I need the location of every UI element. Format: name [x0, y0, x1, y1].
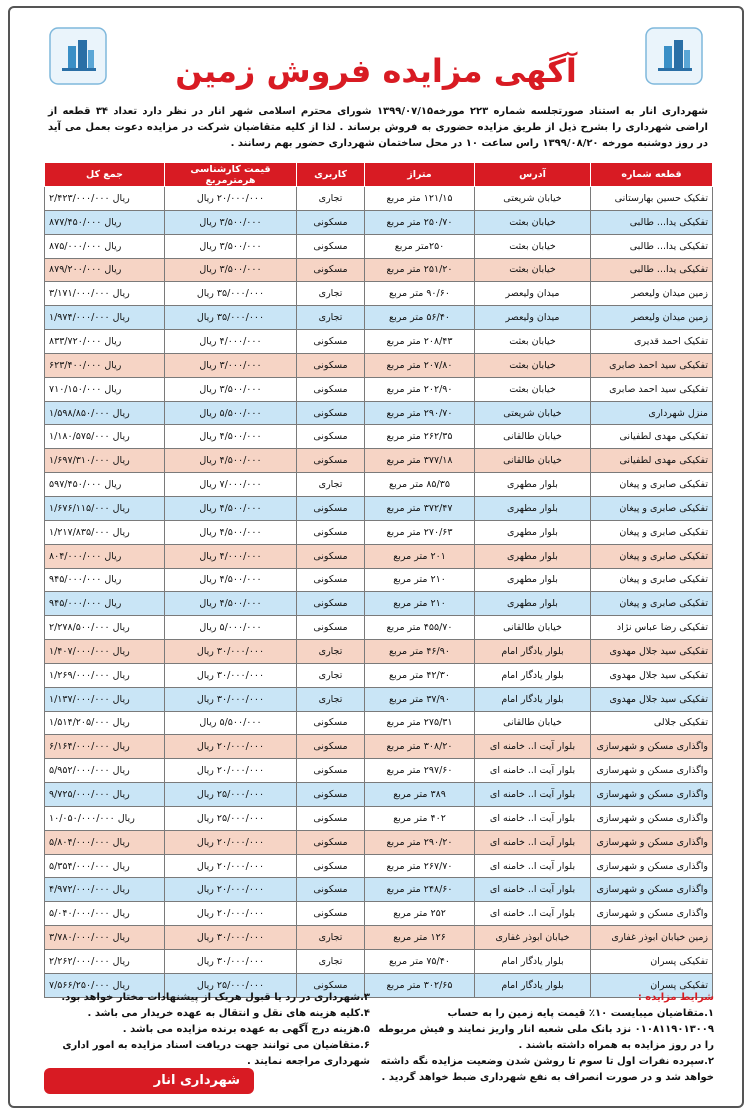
parcel-name-cell: واگذاری مسکن و شهرسازی: [591, 854, 713, 878]
term-item: ۳.شهرداری در رد یا قبول هریک از پیشنهادات مختار خواهد بود.: [61, 992, 370, 1003]
address-cell: خیابان بعثت: [475, 353, 591, 377]
price-per-meter-cell: ۴/۵۰۰/۰۰۰ ریال: [165, 520, 297, 544]
parcel-name-cell: واگذاری مسکن و شهرسازی: [591, 783, 713, 807]
address-cell: خیابان بعثت: [475, 210, 591, 234]
address-cell: بلوار یادگار امام: [475, 640, 591, 664]
area-cell: ۲۵۲ متر مربع: [365, 902, 475, 926]
address-cell: خیابان بعثت: [475, 234, 591, 258]
usage-cell: مسکونی: [297, 878, 365, 902]
parcels-table: [44, 162, 713, 998]
area-cell: ۴۲/۳۰ متر مربع: [365, 663, 475, 687]
area-cell: ۴۰۲ متر مربع: [365, 806, 475, 830]
price-per-meter-cell: ۴/۰۰۰/۰۰۰ ریال: [165, 330, 297, 354]
area-cell: ۳۷۲/۴۷ متر مربع: [365, 496, 475, 520]
total-price-cell: ۵/۸۰۴/۰۰۰/۰۰۰ ریال: [45, 830, 165, 854]
table-row: [45, 902, 713, 926]
table-row: [45, 473, 713, 497]
usage-cell: مسکونی: [297, 973, 365, 997]
usage-cell: مسکونی: [297, 377, 365, 401]
area-cell: ۸۵/۳۵ متر مربع: [365, 473, 475, 497]
usage-cell: مسکونی: [297, 806, 365, 830]
parcel-name-cell: تفکیکی سید جلال مهدوی: [591, 640, 713, 664]
price-per-meter-cell: ۲۵/۰۰۰/۰۰۰ ریال: [165, 806, 297, 830]
price-per-meter-cell: ۲۵/۰۰۰/۰۰۰ ریال: [165, 783, 297, 807]
usage-cell: تجاری: [297, 306, 365, 330]
column-header: کاربری: [297, 163, 365, 187]
price-per-meter-cell: ۵/۵۰۰/۰۰۰ ریال: [165, 401, 297, 425]
table-row: [45, 353, 713, 377]
address-cell: بلوار آیت ا.. خامنه ای: [475, 783, 591, 807]
parcel-name-cell: واگذاری مسکن و شهرسازی: [591, 759, 713, 783]
parcel-name-cell: واگذاری مسکن و شهرسازی: [591, 830, 713, 854]
address-cell: بلوار آیت ا.. خامنه ای: [475, 806, 591, 830]
area-cell: ۲۴۸/۶۰ متر مربع: [365, 878, 475, 902]
table-row: [45, 640, 713, 664]
price-per-meter-cell: ۴/۵۰۰/۰۰۰ ریال: [165, 449, 297, 473]
usage-cell: مسکونی: [297, 830, 365, 854]
column-header: قطعه شماره: [591, 163, 713, 187]
table-row: [45, 258, 713, 282]
total-price-cell: ۱/۱۸۰/۵۷۵/۰۰۰ ریال: [45, 425, 165, 449]
usage-cell: تجاری: [297, 187, 365, 211]
area-cell: ۵۶/۴۰ متر مربع: [365, 306, 475, 330]
total-price-cell: ۵/۹۵۲/۰۰۰/۰۰۰ ریال: [45, 759, 165, 783]
price-per-meter-cell: ۲۰/۰۰۰/۰۰۰ ریال: [165, 735, 297, 759]
total-price-cell: ۱/۱۳۷/۰۰۰/۰۰۰ ریال: [45, 687, 165, 711]
usage-cell: مسکونی: [297, 568, 365, 592]
column-header: قیمت کارشناسی هرمترمربع: [165, 163, 297, 187]
area-cell: ۲۰۱ متر مربع: [365, 544, 475, 568]
total-price-cell: ۶/۱۶۴/۰۰۰/۰۰۰ ریال: [45, 735, 165, 759]
table-row: [45, 735, 713, 759]
address-cell: بلوار یادگار امام: [475, 687, 591, 711]
area-cell: ۳۷/۹۰ متر مربع: [365, 687, 475, 711]
total-price-cell: ۸۷۷/۴۵۰/۰۰۰ ریال: [45, 210, 165, 234]
column-header: آدرس: [475, 163, 591, 187]
area-cell: ۲۱۰ متر مربع: [365, 568, 475, 592]
usage-cell: تجاری: [297, 282, 365, 306]
usage-cell: مسکونی: [297, 401, 365, 425]
table-row: [45, 878, 713, 902]
area-cell: ۱۲۱/۱۵ متر مربع: [365, 187, 475, 211]
area-cell: ۲۹۰/۷۰ متر مربع: [365, 401, 475, 425]
table-row: [45, 926, 713, 950]
term-item: ۱.متقاضیان میبایست ۱۰٪ قیمت پایه زمین را به حساب ۰۱۰۸۱۱۹۰۱۳۰۰۹ نزد بانک ملی شعبه انار واریز نمایند و فیش مربوطه را در روز مزایده به همراه داشته باشند .: [378, 1008, 714, 1051]
total-price-cell: ۷/۵۶۶/۲۵۰/۰۰۰ ریال: [45, 973, 165, 997]
table-row: [45, 783, 713, 807]
total-price-cell: ۷۱۰/۱۵۰/۰۰۰ ریال: [45, 377, 165, 401]
address-cell: خیابان شریعتی: [475, 187, 591, 211]
usage-cell: مسکونی: [297, 234, 365, 258]
usage-cell: تجاری: [297, 640, 365, 664]
auction-notice: [8, 6, 744, 1108]
total-price-cell: ۸۰۴/۰۰۰/۰۰۰ ریال: [45, 544, 165, 568]
term-item: ۴.کلیه هزینه های نقل و انتقال به عهده خریدار می باشد .: [87, 1008, 370, 1019]
table-row: [45, 520, 713, 544]
table-row: [45, 616, 713, 640]
address-cell: بلوار مطهری: [475, 496, 591, 520]
area-cell: ۲۷۵/۳۱ متر مربع: [365, 711, 475, 735]
address-cell: بلوار یادگار امام: [475, 973, 591, 997]
total-price-cell: ۱/۶۷۶/۱۱۵/۰۰۰ ریال: [45, 496, 165, 520]
area-cell: ۳۷۷/۱۸ متر مربع: [365, 449, 475, 473]
terms-left-column: [44, 990, 370, 1070]
intro-paragraph: شهرداری انار به استناد صورتجلسه شماره ۲۲۳ مورخه۱۳۹۹/۰۷/۱۵ شورای محترم اسلامی شهر انار در نظر دارد تعداد ۳۴ قطعه از اراضی شهرداری را بشرح ذیل از طریق مزایده حضوری به فروش برساند . لذا از کلیه متقاضیان شرکت در مزایده دعوت بعمل می آید در روز دوشنبه مورخه ۱۳۹۹/۰۸/۲۰ راس ساعت ۱۰ در محل ساختمان شهرداری حضور بهم رسانند .: [48, 106, 708, 149]
parcel-name-cell: تفکیکی پسران: [591, 950, 713, 974]
parcel-name-cell: تفکیکی صابری و پیغان: [591, 568, 713, 592]
usage-cell: مسکونی: [297, 783, 365, 807]
terms-right-column: [374, 990, 714, 1086]
total-price-cell: ۹۴۵/۰۰۰/۰۰۰ ریال: [45, 592, 165, 616]
table-row: [45, 759, 713, 783]
table-row: [45, 711, 713, 735]
parcel-name-cell: تفکیکی سید جلال مهدوی: [591, 687, 713, 711]
usage-cell: مسکونی: [297, 854, 365, 878]
address-cell: بلوار مطهری: [475, 592, 591, 616]
address-cell: بلوار آیت ا.. خامنه ای: [475, 902, 591, 926]
total-price-cell: ۲/۲۷۸/۵۰۰/۰۰۰ ریال: [45, 616, 165, 640]
area-cell: ۲۶۷/۷۰ متر مربع: [365, 854, 475, 878]
total-price-cell: ۲/۴۲۳/۰۰۰/۰۰۰ ریال: [45, 187, 165, 211]
address-cell: خیابان طالقانی: [475, 449, 591, 473]
table-row: [45, 306, 713, 330]
parcel-name-cell: تفکیکی پسران: [591, 973, 713, 997]
address-cell: خیابان طالقانی: [475, 425, 591, 449]
usage-cell: مسکونی: [297, 353, 365, 377]
table-row: [45, 854, 713, 878]
total-price-cell: ۲/۲۶۲/۰۰۰/۰۰۰ ریال: [45, 950, 165, 974]
area-cell: ۳۰۲/۶۵ متر مربع: [365, 973, 475, 997]
table-row: [45, 950, 713, 974]
address-cell: بلوار مطهری: [475, 568, 591, 592]
term-item: ۲.سپرده نفرات اول تا سوم تا روشن شدن وضعیت مزایده نگه داشته خواهد شد و در صورت انصراف به نفع شهرداری ضبط خواهد گردید .: [380, 1056, 714, 1083]
total-price-cell: ۹/۷۲۵/۰۰۰/۰۰۰ ریال: [45, 783, 165, 807]
total-price-cell: ۸۷۹/۲۰۰/۰۰۰ ریال: [45, 258, 165, 282]
address-cell: میدان ولیعصر: [475, 306, 591, 330]
parcel-name-cell: تفکیکی صابری و پیغان: [591, 544, 713, 568]
address-cell: خیابان بعثت: [475, 258, 591, 282]
price-per-meter-cell: ۵/۰۰۰/۰۰۰ ریال: [165, 616, 297, 640]
price-per-meter-cell: ۲۰/۰۰۰/۰۰۰ ریال: [165, 830, 297, 854]
parcel-name-cell: واگذاری مسکن و شهرسازی: [591, 735, 713, 759]
parcel-name-cell: تفکیکی مهدی لطفیانی: [591, 449, 713, 473]
price-per-meter-cell: ۲۰/۰۰۰/۰۰۰ ریال: [165, 854, 297, 878]
total-price-cell: ۹۴۵/۰۰۰/۰۰۰ ریال: [45, 568, 165, 592]
area-cell: ۲۱۰ متر مربع: [365, 592, 475, 616]
address-cell: بلوار آیت ا.. خامنه ای: [475, 878, 591, 902]
price-per-meter-cell: ۴/۵۰۰/۰۰۰ ریال: [165, 592, 297, 616]
total-price-cell: ۱۰/۰۵۰/۰۰۰/۰۰۰ ریال: [45, 806, 165, 830]
total-price-cell: ۱/۲۱۷/۸۳۵/۰۰۰ ریال: [45, 520, 165, 544]
area-cell: ۲۵۰متر مربع: [365, 234, 475, 258]
area-cell: ۲۵۰/۷۰ متر مربع: [365, 210, 475, 234]
terms-heading: شرایط مزایده :: [637, 992, 714, 1003]
parcel-name-cell: تفکیکی رضا عباس نژاد: [591, 616, 713, 640]
parcel-name-cell: تفکیکی یدا... طالبی: [591, 258, 713, 282]
usage-cell: مسکونی: [297, 520, 365, 544]
price-per-meter-cell: ۳۰/۰۰۰/۰۰۰ ریال: [165, 663, 297, 687]
price-per-meter-cell: ۳۰/۰۰۰/۰۰۰ ریال: [165, 687, 297, 711]
area-cell: ۳۸۹ متر مربع: [365, 783, 475, 807]
area-cell: ۲۰۷/۸۰ متر مربع: [365, 353, 475, 377]
table-row: [45, 663, 713, 687]
usage-cell: مسکونی: [297, 592, 365, 616]
table-row: [45, 330, 713, 354]
usage-cell: تجاری: [297, 663, 365, 687]
price-per-meter-cell: ۳۵/۰۰۰/۰۰۰ ریال: [165, 306, 297, 330]
address-cell: خیابان بعثت: [475, 377, 591, 401]
usage-cell: مسکونی: [297, 258, 365, 282]
price-per-meter-cell: ۷/۰۰۰/۰۰۰ ریال: [165, 473, 297, 497]
price-per-meter-cell: ۲۵/۰۰۰/۰۰۰ ریال: [165, 973, 297, 997]
table-row: [45, 830, 713, 854]
total-price-cell: ۱/۹۷۴/۰۰۰/۰۰۰ ریال: [45, 306, 165, 330]
table-row: [45, 687, 713, 711]
usage-cell: مسکونی: [297, 449, 365, 473]
parcel-name-cell: تفکیک احمد قدیری: [591, 330, 713, 354]
parcel-name-cell: زمین میدان ولیعصر: [591, 282, 713, 306]
area-cell: ۴۵۵/۷۰ متر مربع: [365, 616, 475, 640]
price-per-meter-cell: ۲۰/۰۰۰/۰۰۰ ریال: [165, 759, 297, 783]
price-per-meter-cell: ۳/۵۰۰/۰۰۰ ریال: [165, 258, 297, 282]
usage-cell: تجاری: [297, 687, 365, 711]
total-price-cell: ۱/۲۶۹/۰۰۰/۰۰۰ ریال: [45, 663, 165, 687]
parcel-name-cell: واگذاری مسکن و شهرسازی: [591, 902, 713, 926]
parcel-name-cell: تفکیکی صابری و پیغان: [591, 473, 713, 497]
address-cell: خیابان بعثت: [475, 330, 591, 354]
parcel-name-cell: تفکیکی صابری و پیغان: [591, 592, 713, 616]
address-cell: بلوار مطهری: [475, 520, 591, 544]
area-cell: ۷۵/۴۰ متر مربع: [365, 950, 475, 974]
parcel-name-cell: زمین خیابان ابوذر غفاری: [591, 926, 713, 950]
municipality-signature: شهرداری انار: [44, 1068, 254, 1094]
table-row: [45, 449, 713, 473]
price-per-meter-cell: ۴/۰۰۰/۰۰۰ ریال: [165, 544, 297, 568]
price-per-meter-cell: ۴/۵۰۰/۰۰۰ ریال: [165, 425, 297, 449]
usage-cell: مسکونی: [297, 616, 365, 640]
parcel-name-cell: تفکیکی مهدی لطفیانی: [591, 425, 713, 449]
area-cell: ۲۰۲/۹۰ متر مربع: [365, 377, 475, 401]
price-per-meter-cell: ۳/۵۰۰/۰۰۰ ریال: [165, 377, 297, 401]
area-cell: ۹۰/۶۰ متر مربع: [365, 282, 475, 306]
price-per-meter-cell: ۴/۵۰۰/۰۰۰ ریال: [165, 496, 297, 520]
area-cell: ۱۲۶ متر مربع: [365, 926, 475, 950]
table-row: [45, 210, 713, 234]
usage-cell: مسکونی: [297, 902, 365, 926]
address-cell: بلوار آیت ا.. خامنه ای: [475, 830, 591, 854]
table-row: [45, 425, 713, 449]
area-cell: ۲۶۲/۳۵ متر مربع: [365, 425, 475, 449]
total-price-cell: ۴/۹۷۲/۰۰۰/۰۰۰ ریال: [45, 878, 165, 902]
parcel-name-cell: تفکیکی یدا... طالبی: [591, 234, 713, 258]
table-row: [45, 496, 713, 520]
total-price-cell: ۱/۵۹۸/۸۵۰/۰۰۰ ریال: [45, 401, 165, 425]
total-price-cell: ۳/۷۸۰/۰۰۰/۰۰۰ ریال: [45, 926, 165, 950]
total-price-cell: ۵/۰۴۰/۰۰۰/۰۰۰ ریال: [45, 902, 165, 926]
total-price-cell: ۸۷۵/۰۰۰/۰۰۰ ریال: [45, 234, 165, 258]
table-row: [45, 806, 713, 830]
parcel-name-cell: تفکیکی صابری و پیغان: [591, 496, 713, 520]
area-cell: ۲۷۰/۶۳ متر مربع: [365, 520, 475, 544]
table-row: [45, 401, 713, 425]
address-cell: بلوار یادگار امام: [475, 663, 591, 687]
usage-cell: تجاری: [297, 950, 365, 974]
price-per-meter-cell: ۳/۵۰۰/۰۰۰ ریال: [165, 210, 297, 234]
usage-cell: مسکونی: [297, 711, 365, 735]
address-cell: خیابان طالقانی: [475, 616, 591, 640]
table-header-row: [45, 163, 713, 187]
address-cell: میدان ولیعصر: [475, 282, 591, 306]
price-per-meter-cell: ۵/۵۰۰/۰۰۰ ریال: [165, 711, 297, 735]
parcel-name-cell: واگذاری مسکن و شهرسازی: [591, 806, 713, 830]
address-cell: بلوار آیت ا.. خامنه ای: [475, 759, 591, 783]
table-row: [45, 282, 713, 306]
table-row: [45, 377, 713, 401]
term-item: ۶.متقاضیان می توانند جهت دریافت اسناد مزایده به امور اداری شهرداری مراجعه نمایند .: [62, 1040, 370, 1067]
parcel-name-cell: تفکیکی سید جلال مهدوی: [591, 663, 713, 687]
address-cell: خیابان شریعتی: [475, 401, 591, 425]
area-cell: ۲۹۰/۲۰ متر مربع: [365, 830, 475, 854]
address-cell: بلوار مطهری: [475, 473, 591, 497]
total-price-cell: ۱/۵۱۴/۲۰۵/۰۰۰ ریال: [45, 711, 165, 735]
usage-cell: مسکونی: [297, 330, 365, 354]
table-row: [45, 592, 713, 616]
total-price-cell: ۵۹۷/۴۵۰/۰۰۰ ریال: [45, 473, 165, 497]
parcel-name-cell: تفکیکی جلالی: [591, 711, 713, 735]
usage-cell: مسکونی: [297, 544, 365, 568]
usage-cell: تجاری: [297, 473, 365, 497]
price-per-meter-cell: ۳۰/۰۰۰/۰۰۰ ریال: [165, 640, 297, 664]
term-item: ۵.هزینه درج آگهی به عهده برنده مزایده می باشد .: [122, 1024, 370, 1035]
price-per-meter-cell: ۲۰/۰۰۰/۰۰۰ ریال: [165, 902, 297, 926]
table-row: [45, 544, 713, 568]
usage-cell: مسکونی: [297, 759, 365, 783]
address-cell: خیابان طالقانی: [475, 711, 591, 735]
table-row: [45, 234, 713, 258]
usage-cell: مسکونی: [297, 210, 365, 234]
usage-cell: مسکونی: [297, 496, 365, 520]
area-cell: ۲۰۸/۴۳ متر مربع: [365, 330, 475, 354]
total-price-cell: ۵/۳۵۴/۰۰۰/۰۰۰ ریال: [45, 854, 165, 878]
page-title: آگهی مزایده فروش زمین: [175, 52, 577, 90]
address-cell: بلوار آیت ا.. خامنه ای: [475, 735, 591, 759]
address-cell: بلوار مطهری: [475, 544, 591, 568]
parcel-name-cell: منزل شهرداری: [591, 401, 713, 425]
total-price-cell: ۶۲۳/۴۰۰/۰۰۰ ریال: [45, 353, 165, 377]
area-cell: ۳۰۸/۲۰ متر مربع: [365, 735, 475, 759]
table-row: [45, 187, 713, 211]
price-per-meter-cell: ۲۰/۰۰۰/۰۰۰ ریال: [165, 878, 297, 902]
total-price-cell: ۱/۶۹۷/۳۱۰/۰۰۰ ریال: [45, 449, 165, 473]
price-per-meter-cell: ۳۵/۰۰۰/۰۰۰ ریال: [165, 282, 297, 306]
area-cell: ۲۹۷/۶۰ متر مربع: [365, 759, 475, 783]
parcel-name-cell: تفکیک حسین بهارستانی: [591, 187, 713, 211]
address-cell: خیابان ابوذر غفاری: [475, 926, 591, 950]
address-cell: بلوار یادگار امام: [475, 950, 591, 974]
price-per-meter-cell: ۳۰/۰۰۰/۰۰۰ ریال: [165, 950, 297, 974]
price-per-meter-cell: ۳/۰۰۰/۰۰۰ ریال: [165, 353, 297, 377]
total-price-cell: ۱/۴۰۷/۰۰۰/۰۰۰ ریال: [45, 640, 165, 664]
parcel-name-cell: زمین میدان ولیعصر: [591, 306, 713, 330]
parcel-name-cell: واگذاری مسکن و شهرسازی: [591, 878, 713, 902]
usage-cell: مسکونی: [297, 735, 365, 759]
price-per-meter-cell: ۳/۵۰۰/۰۰۰ ریال: [165, 234, 297, 258]
parcel-name-cell: تفکیکی سید احمد صابری: [591, 353, 713, 377]
total-price-cell: ۳/۱۷۱/۰۰۰/۰۰۰ ریال: [45, 282, 165, 306]
table-row: [45, 568, 713, 592]
parcel-name-cell: تفکیکی سید احمد صابری: [591, 377, 713, 401]
price-per-meter-cell: ۴/۵۰۰/۰۰۰ ریال: [165, 568, 297, 592]
area-cell: ۲۵۱/۲۰ متر مربع: [365, 258, 475, 282]
price-per-meter-cell: ۲۰/۰۰۰/۰۰۰ ریال: [165, 187, 297, 211]
column-header: متراژ: [365, 163, 475, 187]
total-price-cell: ۸۳۳/۷۲۰/۰۰۰ ریال: [45, 330, 165, 354]
parcel-name-cell: تفکیکی صابری و پیغان: [591, 520, 713, 544]
column-header: جمع کل: [45, 163, 165, 187]
price-per-meter-cell: ۳۰/۰۰۰/۰۰۰ ریال: [165, 926, 297, 950]
address-cell: بلوار آیت ا.. خامنه ای: [475, 854, 591, 878]
usage-cell: مسکونی: [297, 425, 365, 449]
usage-cell: تجاری: [297, 926, 365, 950]
area-cell: ۴۶/۹۰ متر مربع: [365, 640, 475, 664]
parcel-name-cell: تفکیکی یدا... طالبی: [591, 210, 713, 234]
